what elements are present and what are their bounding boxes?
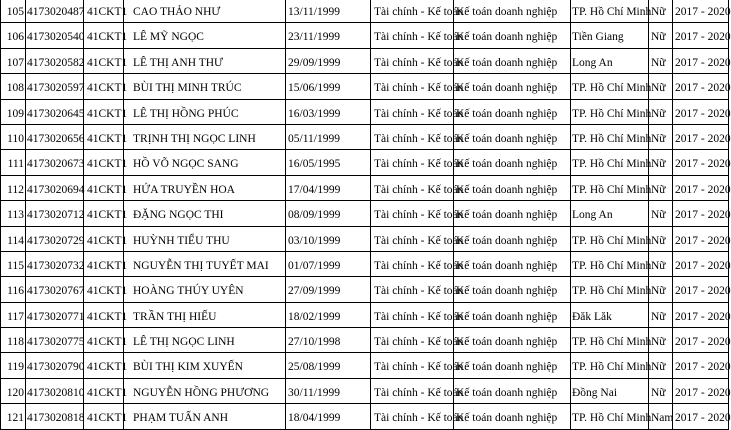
row-number-cell: 111 [1, 150, 26, 175]
gender-cell: Nữ [649, 328, 673, 353]
birth-date-cell: 01/07/1999 [286, 251, 371, 276]
major-cell: Tài chính - Kế toán [371, 251, 454, 276]
table-row [1, 99, 729, 124]
student-name-cell: LÊ MỸ NGỌC [124, 23, 286, 48]
gender-cell: Nữ [649, 378, 673, 403]
class-code-cell: 41CKT1 [84, 277, 124, 302]
student-name-cell: CAO THẢO NHƯ [124, 0, 286, 23]
student-id-cell: 4173020673 [26, 150, 84, 175]
class-code-cell: 41CKT1 [84, 74, 124, 99]
student-name-cell: NGUYỄN THỊ TUYẾT MAI [124, 251, 286, 276]
birth-date-cell: 23/11/1999 [286, 23, 371, 48]
course-years-cell: 2017 - 2020 [673, 226, 729, 251]
birthplace-cell: TP. Hồ Chí Minh [571, 175, 649, 200]
row-number-cell: 113 [1, 201, 26, 226]
table-row [1, 150, 729, 175]
gender-cell: Nữ [649, 251, 673, 276]
gender-cell: Nữ [649, 74, 673, 99]
specialization-cell: Kế toán doanh nghiệp [454, 328, 571, 353]
gender-cell: Nữ [649, 124, 673, 149]
gender-cell: Nữ [649, 175, 673, 200]
table-row [1, 124, 729, 149]
course-years-cell: 2017 - 2020 [673, 277, 729, 302]
birth-date-cell: 17/04/1999 [286, 175, 371, 200]
row-number-cell: 118 [1, 328, 26, 353]
class-code-cell: 41CKT1 [84, 353, 124, 378]
table-row [1, 251, 729, 276]
table-row [1, 378, 729, 403]
course-years-cell: 2017 - 2020 [673, 328, 729, 353]
student-id-cell: 4173020767 [26, 277, 84, 302]
course-years-cell: 2017 - 2020 [673, 124, 729, 149]
student-id-cell: 4173020597 [26, 74, 84, 99]
student-name-cell: BÙI THỊ MINH TRÚC [124, 74, 286, 99]
table-row [1, 0, 729, 23]
course-years-cell: 2017 - 2020 [673, 251, 729, 276]
major-cell: Tài chính - Kế toán [371, 48, 454, 73]
course-years-cell: 2017 - 2020 [673, 404, 729, 429]
course-years-cell: 2017 - 2020 [673, 378, 729, 403]
student-name-cell: LÊ THỊ NGỌC LINH [124, 328, 286, 353]
gender-cell: Nữ [649, 302, 673, 327]
major-cell: Tài chính - Kế toán [371, 74, 454, 99]
gender-cell: Nữ [649, 353, 673, 378]
course-years-cell: 2017 - 2020 [673, 353, 729, 378]
gender-cell: Nữ [649, 277, 673, 302]
major-cell: Tài chính - Kế toán [371, 124, 454, 149]
row-number-cell: 108 [1, 74, 26, 99]
student-id-cell: 4173020790 [26, 353, 84, 378]
birthplace-cell: TP. Hồ Chí Minh [571, 150, 649, 175]
birth-date-cell: 25/08/1999 [286, 353, 371, 378]
specialization-cell: Kế toán doanh nghiệp [454, 175, 571, 200]
class-code-cell: 41CKT1 [84, 150, 124, 175]
table-row [1, 201, 729, 226]
birth-date-cell: 18/02/1999 [286, 302, 371, 327]
row-number-cell: 106 [1, 23, 26, 48]
student-id-cell: 4173020540 [26, 23, 84, 48]
major-cell: Tài chính - Kế toán [371, 99, 454, 124]
student-id-cell: 4173020810 [26, 378, 84, 403]
student-name-cell: HỒ VÕ NGỌC SANG [124, 150, 286, 175]
table-row [1, 23, 729, 48]
gender-cell: Nữ [649, 150, 673, 175]
student-id-cell: 4173020645 [26, 99, 84, 124]
table-row [1, 353, 729, 378]
table-row [1, 74, 729, 99]
birth-date-cell: 29/09/1999 [286, 48, 371, 73]
birthplace-cell: TP. Hồ Chí Minh [571, 99, 649, 124]
row-number-cell: 121 [1, 404, 26, 429]
student-id-cell: 4173020582 [26, 48, 84, 73]
student-id-cell: 4173020771 [26, 302, 84, 327]
major-cell: Tài chính - Kế toán [371, 328, 454, 353]
row-number-cell: 115 [1, 251, 26, 276]
gender-cell: Nữ [649, 99, 673, 124]
birth-date-cell: 27/09/1999 [286, 277, 371, 302]
specialization-cell: Kế toán doanh nghiệp [454, 353, 571, 378]
class-code-cell: 41CKT1 [84, 175, 124, 200]
student-name-cell: PHẠM TUẤN ANH [124, 404, 286, 429]
birth-date-cell: 30/11/1999 [286, 378, 371, 403]
major-cell: Tài chính - Kế toán [371, 201, 454, 226]
birth-date-cell: 08/09/1999 [286, 201, 371, 226]
course-years-cell: 2017 - 2020 [673, 201, 729, 226]
course-years-cell: 2017 - 2020 [673, 0, 729, 23]
gender-cell: Nữ [649, 0, 673, 23]
specialization-cell: Kế toán doanh nghiệp [454, 251, 571, 276]
specialization-cell: Kế toán doanh nghiệp [454, 201, 571, 226]
specialization-cell: Kế toán doanh nghiệp [454, 226, 571, 251]
birthplace-cell: Đăk Lăk [571, 302, 649, 327]
class-code-cell: 41CKT1 [84, 404, 124, 429]
table-row [1, 48, 729, 73]
specialization-cell: Kế toán doanh nghiệp [454, 124, 571, 149]
birthplace-cell: TP. Hồ Chí Minh [571, 226, 649, 251]
row-number-cell: 120 [1, 378, 26, 403]
gender-cell: Nam [649, 404, 673, 429]
student-id-cell: 4173020775 [26, 328, 84, 353]
class-code-cell: 41CKT1 [84, 23, 124, 48]
birth-date-cell: 16/05/1995 [286, 150, 371, 175]
birthplace-cell: Long An [571, 201, 649, 226]
class-code-cell: 41CKT1 [84, 201, 124, 226]
major-cell: Tài chính - Kế toán [371, 353, 454, 378]
student-name-cell: HUỲNH TIỂU THU [124, 226, 286, 251]
class-code-cell: 41CKT1 [84, 124, 124, 149]
birthplace-cell: TP. Hồ Chí Minh [571, 124, 649, 149]
birthplace-cell: TP. Hồ Chí Minh [571, 74, 649, 99]
birthplace-cell: Long An [571, 48, 649, 73]
birthplace-cell: TP. Hồ Chí Minh [571, 0, 649, 23]
course-years-cell: 2017 - 2020 [673, 175, 729, 200]
row-number-cell: 112 [1, 175, 26, 200]
student-id-cell: 4173020712 [26, 201, 84, 226]
table-row [1, 328, 729, 353]
student-id-cell: 4173020694 [26, 175, 84, 200]
table-row [1, 226, 729, 251]
major-cell: Tài chính - Kế toán [371, 404, 454, 429]
birthplace-cell: TP. Hồ Chí Minh [571, 404, 649, 429]
birth-date-cell: 15/06/1999 [286, 74, 371, 99]
course-years-cell: 2017 - 2020 [673, 23, 729, 48]
specialization-cell: Kế toán doanh nghiệp [454, 48, 571, 73]
student-name-cell: HỨA TRUYỀN HOA [124, 175, 286, 200]
specialization-cell: Kế toán doanh nghiệp [454, 150, 571, 175]
course-years-cell: 2017 - 2020 [673, 48, 729, 73]
birthplace-cell: TP. Hồ Chí Minh [571, 328, 649, 353]
student-id-cell: 4173020656 [26, 124, 84, 149]
major-cell: Tài chính - Kế toán [371, 302, 454, 327]
row-number-cell: 110 [1, 124, 26, 149]
gender-cell: Nữ [649, 226, 673, 251]
specialization-cell: Kế toán doanh nghiệp [454, 302, 571, 327]
birth-date-cell: 13/11/1999 [286, 0, 371, 23]
student-name-cell: ĐẶNG NGỌC THI [124, 201, 286, 226]
table-row [1, 175, 729, 200]
row-number-cell: 117 [1, 302, 26, 327]
row-number-cell: 114 [1, 226, 26, 251]
class-code-cell: 41CKT1 [84, 328, 124, 353]
row-number-cell: 109 [1, 99, 26, 124]
birthplace-cell: TP. Hồ Chí Minh [571, 251, 649, 276]
student-id-cell: 4173020818 [26, 404, 84, 429]
specialization-cell: Kế toán doanh nghiệp [454, 74, 571, 99]
student-id-cell: 4173020487 [26, 0, 84, 23]
major-cell: Tài chính - Kế toán [371, 175, 454, 200]
class-code-cell: 41CKT1 [84, 302, 124, 327]
major-cell: Tài chính - Kế toán [371, 378, 454, 403]
class-code-cell: 41CKT1 [84, 48, 124, 73]
row-number-cell: 119 [1, 353, 26, 378]
class-code-cell: 41CKT1 [84, 99, 124, 124]
major-cell: Tài chính - Kế toán [371, 277, 454, 302]
course-years-cell: 2017 - 2020 [673, 150, 729, 175]
student-name-cell: HOÀNG THÚY UYÊN [124, 277, 286, 302]
row-number-cell: 105 [1, 0, 26, 23]
student-name-cell: NGUYỄN HỒNG PHƯƠNG [124, 378, 286, 403]
major-cell: Tài chính - Kế toán [371, 150, 454, 175]
gender-cell: Nữ [649, 23, 673, 48]
birthplace-cell: TP. Hồ Chí Minh [571, 353, 649, 378]
birth-date-cell: 16/03/1999 [286, 99, 371, 124]
birthplace-cell: TP. Hồ Chí Minh [571, 277, 649, 302]
course-years-cell: 2017 - 2020 [673, 302, 729, 327]
student-rows [1, 0, 729, 429]
table-row [1, 277, 729, 302]
course-years-cell: 2017 - 2020 [673, 99, 729, 124]
row-number-cell: 107 [1, 48, 26, 73]
birth-date-cell: 27/10/1998 [286, 328, 371, 353]
specialization-cell: Kế toán doanh nghiệp [454, 378, 571, 403]
student-name-cell: LÊ THỊ ANH THƯ [124, 48, 286, 73]
gender-cell: Nữ [649, 201, 673, 226]
birth-date-cell: 05/11/1999 [286, 124, 371, 149]
specialization-cell: Kế toán doanh nghiệp [454, 277, 571, 302]
gender-cell: Nữ [649, 48, 673, 73]
major-cell: Tài chính - Kế toán [371, 226, 454, 251]
student-id-cell: 4173020732 [26, 251, 84, 276]
class-code-cell: 41CKT1 [84, 0, 124, 23]
class-code-cell: 41CKT1 [84, 226, 124, 251]
birth-date-cell: 03/10/1999 [286, 226, 371, 251]
table-row [1, 404, 729, 429]
specialization-cell: Kế toán doanh nghiệp [454, 23, 571, 48]
class-code-cell: 41CKT1 [84, 251, 124, 276]
student-id-cell: 4173020729 [26, 226, 84, 251]
birthplace-cell: Tiền Giang [571, 23, 649, 48]
row-number-cell: 116 [1, 277, 26, 302]
major-cell: Tài chính - Kế toán [371, 0, 454, 23]
student-name-cell: TRẦN THỊ HIẾU [124, 302, 286, 327]
specialization-cell: Kế toán doanh nghiệp [454, 99, 571, 124]
student-name-cell: BÙI THỊ KIM XUYẾN [124, 353, 286, 378]
class-code-cell: 41CKT1 [84, 378, 124, 403]
student-name-cell: TRỊNH THỊ NGỌC LINH [124, 124, 286, 149]
specialization-cell: Kế toán doanh nghiệp [454, 404, 571, 429]
specialization-cell: Kế toán doanh nghiệp [454, 0, 571, 23]
student-name-cell: LÊ THỊ HỒNG PHÚC [124, 99, 286, 124]
course-years-cell: 2017 - 2020 [673, 74, 729, 99]
birthplace-cell: Đồng Nai [571, 378, 649, 403]
table-row [1, 302, 729, 327]
major-cell: Tài chính - Kế toán [371, 23, 454, 48]
birth-date-cell: 18/04/1999 [286, 404, 371, 429]
